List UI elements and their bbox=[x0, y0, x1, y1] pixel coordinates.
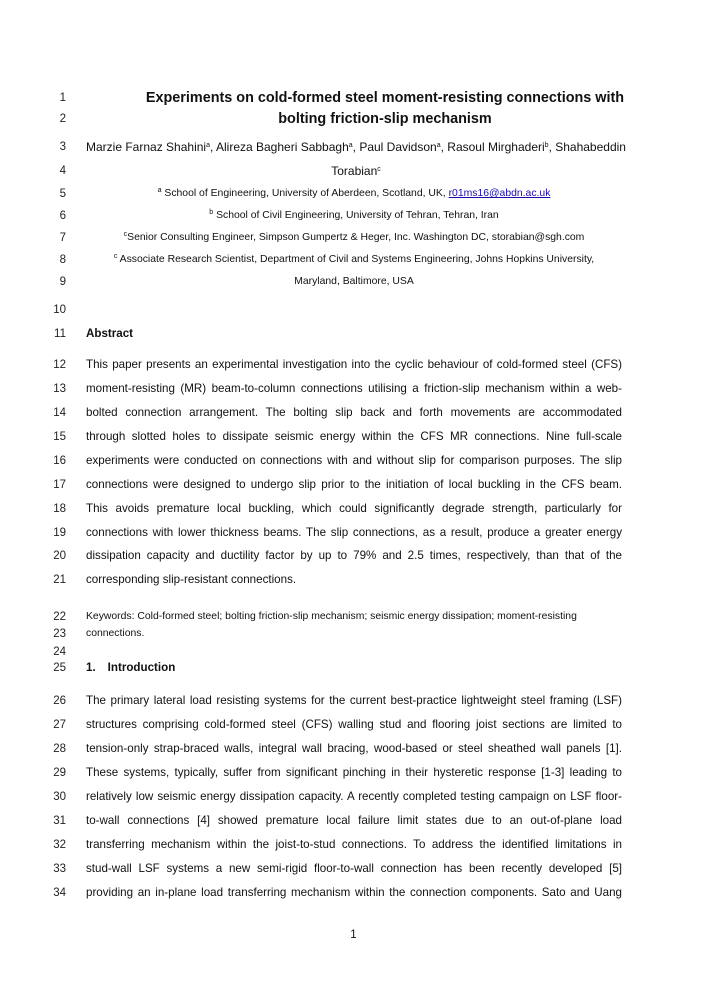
abstract-heading: Abstract bbox=[86, 327, 134, 340]
line-number: 16 bbox=[53, 455, 66, 467]
line-number: 6 bbox=[59, 210, 66, 222]
body-line: stud-wall LSF systems a new semi-rigid floor-to-wall connection has been recently developed [5] bbox=[86, 862, 622, 875]
line-number: 2 bbox=[59, 113, 66, 125]
line-number: 13 bbox=[53, 383, 66, 395]
line-number: 30 bbox=[53, 791, 66, 803]
line-number: 11 bbox=[54, 328, 66, 340]
affiliation-b: $^b$ School of Civil Engineering, University of Tehran, Tehran, Iran bbox=[209, 209, 499, 221]
line-number: 31 bbox=[53, 815, 66, 827]
author-list: Marzie Farnaz Shahini$^a$, Alireza Bagheri Sabbagh$^a$, Paul Davidson$^a$, Rasoul Mirghaderi$^b$, Shahabeddin bbox=[86, 140, 626, 154]
affiliation-c2-line-2: Maryland, Baltimore, USA bbox=[294, 276, 414, 287]
paper-title-line-1: Experiments on cold-formed steel moment-resisting connections with bbox=[145, 90, 625, 106]
body-line: These systems, typically, suffer from significant pinching in their hysteretic response [1-3] leading to bbox=[86, 766, 622, 779]
body-line: transferring mechanism within the joist-to-stud connections. To address the identified limitations in bbox=[86, 838, 622, 851]
line-number: 28 bbox=[53, 743, 66, 755]
line-number: 14 bbox=[53, 407, 66, 419]
line-number: 12 bbox=[53, 359, 66, 371]
line-number: 1 bbox=[59, 92, 66, 104]
body-line: The primary lateral load resisting systems for the current best-practice lightweight steel framing (LSF) bbox=[86, 694, 622, 707]
line-number: 20 bbox=[53, 550, 66, 562]
line-number: 32 bbox=[53, 839, 66, 851]
affiliation-a: $^a$ School of Engineering, University of Aberdeen, Scotland, UK, r01ms16@abdn.ac.uk bbox=[157, 187, 551, 199]
abstract-line: dissipation capacity and ductility factor by up to 79% and 2.5 times, respectively, than that of the bbox=[86, 549, 622, 562]
line-number: 26 bbox=[53, 695, 66, 707]
line-number: 8 bbox=[59, 254, 66, 266]
line-number: 5 bbox=[59, 188, 66, 200]
affiliation-c: $^c$Senior Consulting Engineer, Simpson Gumpertz & Heger, Inc. Washington DC, storabian@sgh.com bbox=[123, 231, 585, 243]
abstract-line: bolted connection arrangement. The bolting slip back and forth movements are accommodated bbox=[86, 406, 622, 419]
line-number: 4 bbox=[59, 165, 66, 177]
abstract-line: connections were designed to undergo slip prior to the initiation of local buckling in the CFS beam. bbox=[86, 478, 622, 491]
abstract-line: connections with lower thickness beams. The slip connections, as a result, produce a greater energy bbox=[86, 526, 622, 539]
body-line: providing an in-plane load transferring mechanism within the connection components. Sato and Uang bbox=[86, 886, 622, 899]
abstract-line: This avoids premature local buckling, which could significantly degrade strength, particularly for bbox=[86, 502, 622, 515]
keywords-line-1: Keywords: Cold-formed steel; bolting friction-slip mechanism; seismic energy dissipation; moment-resisting bbox=[86, 611, 577, 622]
section-heading-introduction bbox=[86, 661, 622, 675]
line-number: 18 bbox=[53, 503, 66, 515]
line-number: 3 bbox=[59, 141, 66, 153]
line-number: 29 bbox=[53, 767, 66, 779]
abstract-line: through slotted holes to dissipate seismic energy within the CFS MR connections. Nine full-scale bbox=[86, 430, 622, 443]
paper-title-line-2: bolting friction-slip mechanism bbox=[278, 111, 492, 127]
keywords-line-2: connections. bbox=[86, 628, 145, 639]
line-number: 19 bbox=[53, 527, 66, 539]
line-number: 22 bbox=[53, 611, 66, 623]
author-email-link[interactable]: r01ms16@abdn.ac.uk bbox=[448, 188, 551, 199]
section-title: Introduction bbox=[107, 661, 176, 674]
body-line: to-wall connections [4] showed premature local failure limit states due to an out-of-plane load bbox=[86, 814, 622, 827]
line-number: 33 bbox=[53, 863, 66, 875]
line-number: 7 bbox=[59, 232, 66, 244]
author-list-continued: Torabian$^c$ bbox=[331, 164, 381, 178]
line-number: 21 bbox=[53, 574, 66, 586]
abstract-line: experiments were conducted on connections with and without slip for comparison purposes. The slip bbox=[86, 454, 622, 467]
line-number: 17 bbox=[53, 479, 66, 491]
body-line: tension-only strap-braced walls, integral wall bracing, wood-based or steel sheathed wall panels [1]. bbox=[86, 742, 622, 755]
page-number: 1 bbox=[350, 929, 357, 941]
line-number: 15 bbox=[53, 431, 66, 443]
line-number: 10 bbox=[53, 304, 66, 316]
line-number: 24 bbox=[53, 646, 66, 658]
line-number: 25 bbox=[53, 662, 66, 674]
abstract-line: corresponding slip-resistant connections. bbox=[86, 573, 297, 586]
line-number: 23 bbox=[53, 628, 66, 640]
body-line: relatively low seismic energy dissipation capacity. A recently completed testing campaign on LSF floor- bbox=[86, 790, 622, 803]
affiliation-c2-line-1: $^c$ Associate Research Scientist, Department of Civil and Systems Engineering, Johns Hopkins University, bbox=[113, 253, 595, 265]
line-number: 9 bbox=[59, 276, 66, 288]
abstract-line: This paper presents an experimental investigation into the cyclic behaviour of cold-formed steel (CFS) bbox=[86, 358, 622, 371]
line-number: 27 bbox=[53, 719, 66, 731]
body-line: structures comprising cold-formed steel (CFS) walling stud and flooring joist sections are limited to bbox=[86, 718, 622, 731]
section-number: 1. bbox=[86, 661, 96, 674]
line-number: 34 bbox=[53, 887, 66, 899]
abstract-line: moment-resisting (MR) beam-to-column connections utilising a friction-slip mechanism within a web- bbox=[86, 382, 622, 395]
